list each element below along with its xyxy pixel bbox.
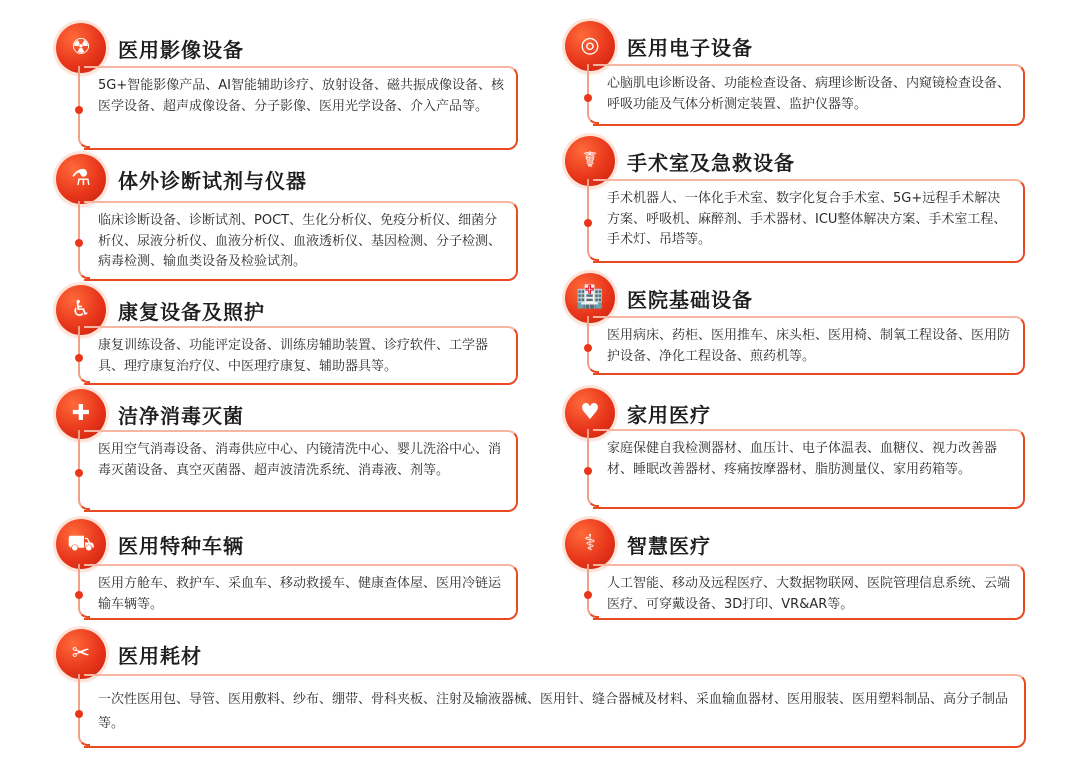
category-title: 洁净消毒灭菌 — [118, 403, 244, 428]
bullet-dot — [75, 106, 83, 114]
category-text: 人工智能、移动及远程医疗、大数据物联网、医院管理信息系统、云端医疗、可穿戴设备、3D打印、VR&AR等。 — [607, 576, 1011, 612]
category-title: 医用耗材 — [118, 643, 202, 668]
category-card — [56, 518, 518, 620]
category-description — [593, 316, 1025, 375]
category-description — [84, 326, 518, 385]
smart-doctor-icon: ⚕ — [565, 519, 615, 569]
category-title: 医用影像设备 — [118, 37, 244, 62]
spray-bottle-icon: ✚ — [56, 389, 106, 439]
category-card — [56, 628, 1026, 748]
category-title: 医用电子设备 — [627, 35, 753, 60]
category-description — [593, 179, 1025, 263]
category-text: 医用病床、药柜、医用推车、床头柜、医用椅、制氧工程设备、医用防护设备、净化工程设备、煎药机等。 — [607, 328, 1011, 364]
category-description — [84, 674, 1026, 748]
category-card — [565, 135, 1025, 263]
category-description — [593, 564, 1025, 620]
surgeon-icon: ☤ — [565, 136, 615, 186]
category-text: 手术机器人、一体化手术室、数字化复合手术室、5G+远程手术解决方案、呼吸机、麻醉剂、手术器材、ICU整体解决方案、手术室工程、手术灯、吊塔等。 — [607, 191, 1007, 247]
category-description — [593, 64, 1025, 126]
test-tube-icon: ⚗ — [56, 154, 106, 204]
category-card — [565, 387, 1025, 509]
bullet-dot — [584, 467, 592, 475]
bullet-dot — [75, 354, 83, 362]
category-description — [593, 429, 1025, 509]
category-text: 医用方舱车、救护车、采血车、移动救援车、健康查体屋、医用冷链运输车辆等。 — [98, 576, 502, 612]
category-card — [565, 272, 1025, 375]
category-card — [56, 153, 518, 281]
category-text: 临床诊断设备、诊断试剂、POCT、生化分析仪、免疫分析仪、细菌分析仪、尿液分析仪、血液分析仪、血液透析仪、基因检测、分子检测、病毒检测、输血类设备及检验试剂。 — [98, 213, 502, 269]
bullet-dot — [75, 710, 83, 718]
category-card — [565, 20, 1025, 126]
ct-scanner-icon: ◎ — [565, 21, 615, 71]
category-text: 一次性医用包、导管、医用敷料、纱布、绷带、骨科夹板、注射及输液器械、医用针、缝合器械及材料、采血输血器材、医用服装、医用塑料制品、高分子制品等。 — [98, 692, 1009, 731]
category-title: 医用特种车辆 — [118, 533, 244, 558]
bullet-dot — [584, 94, 592, 102]
category-title: 医院基础设备 — [627, 287, 753, 312]
ambulance-icon: ⛟ — [56, 519, 106, 569]
x-ray-icon: ☢ — [56, 23, 106, 73]
category-card — [56, 284, 518, 385]
category-title: 体外诊断试剂与仪器 — [118, 168, 307, 193]
category-text: 5G+智能影像产品、AI智能辅助诊疗、放射设备、磁共振成像设备、核医学设备、超声成像设备、分子影像、医用光学设备、介入产品等。 — [98, 78, 504, 114]
category-description — [84, 564, 518, 620]
bullet-dot — [75, 239, 83, 247]
category-text: 医用空气消毒设备、消毒供应中心、内镜清洗中心、婴儿洗浴中心、消毒灭菌设备、真空灭菌器、超声波清洗系统、消毒液、剂等。 — [98, 442, 502, 478]
bullet-dot — [75, 591, 83, 599]
bullet-dot — [584, 344, 592, 352]
bullet-dot — [75, 469, 83, 477]
category-text: 康复训练设备、功能评定设备、训练房辅助装置、诊疗软件、工学器具、理疗康复治疗仪、中医理疗康复、辅助器具等。 — [98, 338, 489, 374]
category-description — [84, 201, 518, 281]
category-title: 智慧医疗 — [627, 533, 711, 558]
bullet-dot — [584, 219, 592, 227]
category-title: 手术室及急救设备 — [627, 150, 795, 175]
bullet-dot — [584, 591, 592, 599]
category-text: 家庭保健自我检测器材、血压计、电子体温表、血糖仪、视力改善器材、睡眠改善器材、疼痛按摩器材、脂肪测量仪、家用药箱等。 — [607, 441, 998, 477]
category-card — [56, 22, 518, 150]
category-description — [84, 430, 518, 512]
hospital-building-icon: 🏥 — [565, 273, 615, 323]
category-title: 康复设备及照护 — [118, 299, 265, 324]
bandage-icon: ✂ — [56, 629, 106, 679]
home-device-icon: ♥ — [565, 388, 615, 438]
category-description — [84, 66, 518, 150]
category-text: 心脑肌电诊断设备、功能检查设备、病理诊断设备、内窥镜检查设备、呼吸功能及气体分析测定装置、监护仪器等。 — [607, 76, 1011, 112]
category-card — [565, 518, 1025, 620]
rehab-icon: ♿ — [56, 285, 106, 335]
category-card — [56, 388, 518, 512]
category-title: 家用医疗 — [627, 402, 711, 427]
